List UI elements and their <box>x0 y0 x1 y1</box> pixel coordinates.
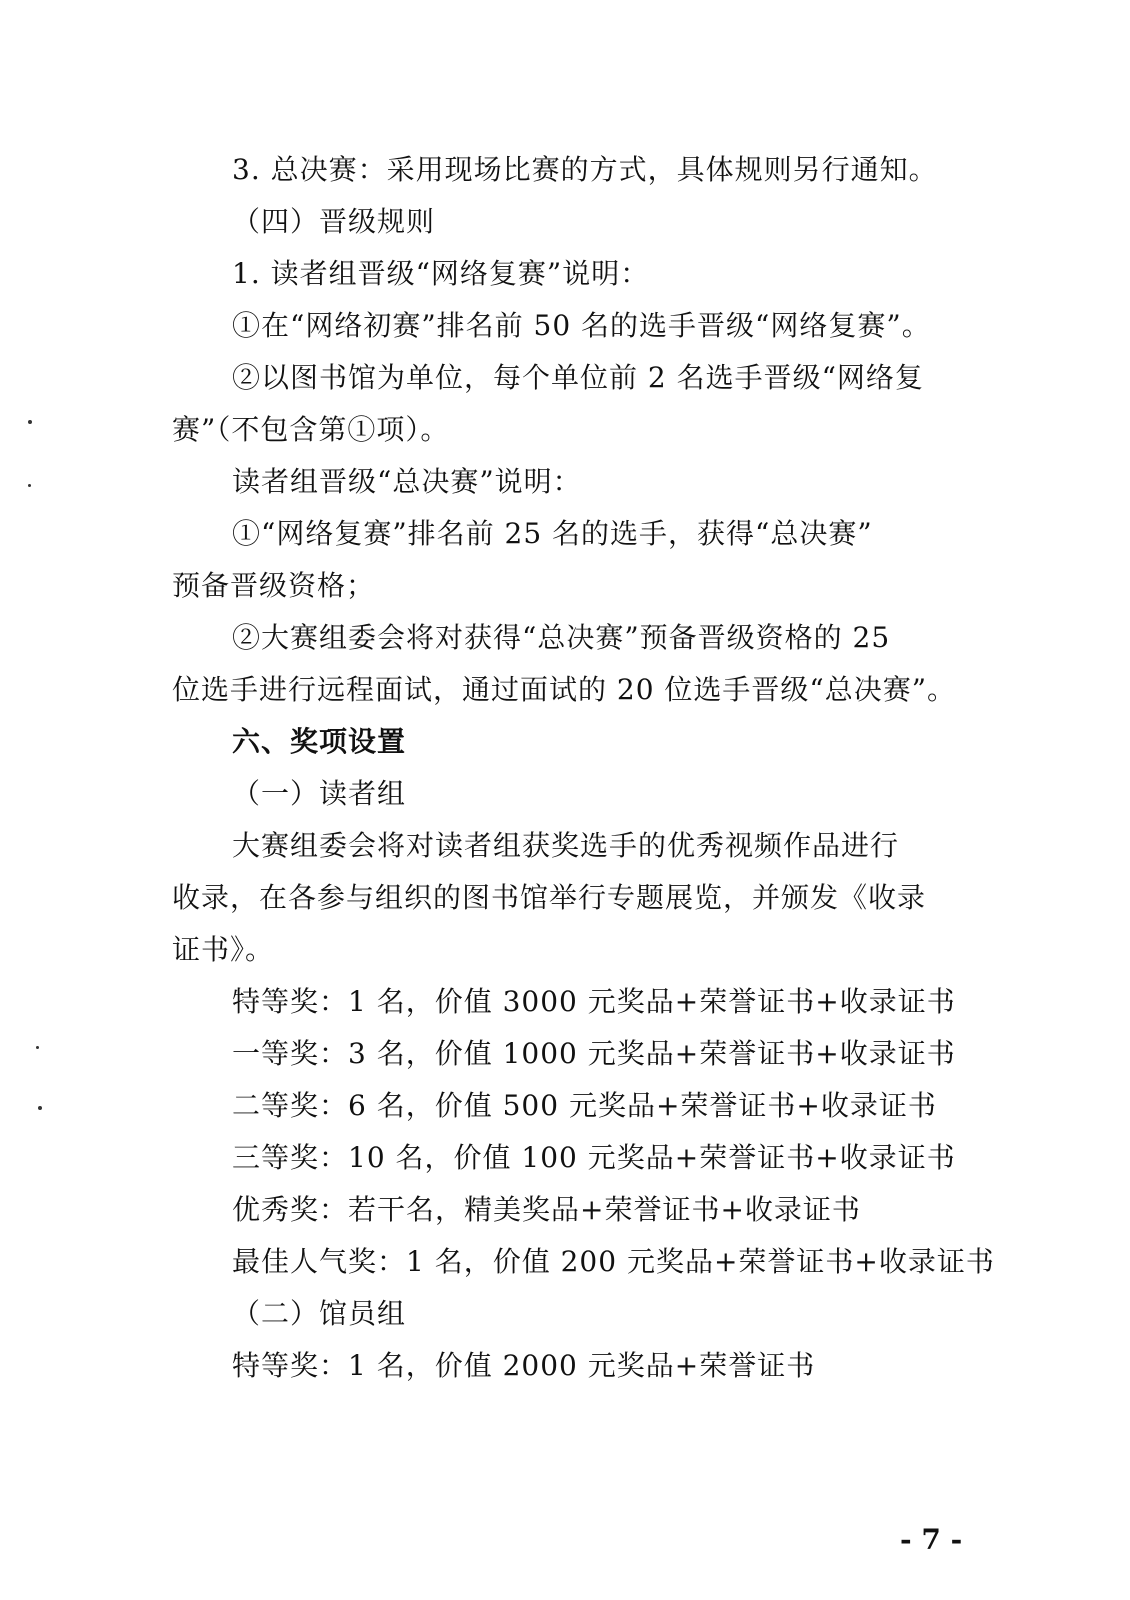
text-line: ①在“网络初赛”排名前 50 名的选手晋级“网络复赛”。 <box>232 309 931 342</box>
chapter-heading: 六、奖项设置 <box>232 725 407 758</box>
text-line: 1. 读者组晋级“网络复赛”说明： <box>232 257 650 290</box>
award-line: 优秀奖：若干名，精美奖品+荣誉证书+收录证书 <box>232 1193 861 1226</box>
text-line: ②以图书馆为单位，每个单位前 2 名选手晋级“网络复 <box>232 361 924 394</box>
section-heading: （二）馆员组 <box>232 1297 407 1330</box>
text-line: 预备晋级资格； <box>172 569 376 602</box>
scan-speck <box>36 1046 39 1049</box>
text-line: 证书》。 <box>172 933 275 966</box>
section-heading: （一）读者组 <box>232 777 407 810</box>
award-line: 一等奖：3 名，价值 1000 元奖品+荣誉证书+收录证书 <box>232 1037 956 1070</box>
text-line: ①“网络复赛”排名前 25 名的选手，获得“总决赛” <box>232 517 873 550</box>
award-line: 特等奖：1 名，价值 3000 元奖品+荣誉证书+收录证书 <box>232 985 956 1018</box>
award-line: 二等奖：6 名，价值 500 元奖品+荣誉证书+收录证书 <box>232 1089 937 1122</box>
award-line: 特等奖：1 名，价值 2000 元奖品+荣誉证书 <box>232 1349 816 1382</box>
text-line: 读者组晋级“总决赛”说明： <box>232 465 582 498</box>
section-heading: （四）晋级规则 <box>232 205 436 238</box>
award-line: 三等奖：10 名，价值 100 元奖品+荣誉证书+收录证书 <box>232 1141 956 1174</box>
text-line: 赛”（不包含第①项）。 <box>172 413 450 446</box>
text-line: 3. 总决赛：采用现场比赛的方式，具体规则另行通知。 <box>232 153 938 186</box>
text-line: 收录，在各参与组织的图书馆举行专题展览，并颁发《收录 <box>172 881 927 914</box>
scan-speck <box>28 420 32 424</box>
award-line: 最佳人气奖：1 名，价值 200 元奖品+荣誉证书+收录证书 <box>232 1245 995 1278</box>
text-line: ②大赛组委会将对获得“总决赛”预备晋级资格的 25 <box>232 621 891 654</box>
scan-speck <box>38 1106 42 1110</box>
scan-speck <box>28 484 31 487</box>
page-number: - 7 - <box>900 1523 963 1556</box>
text-line: 位选手进行远程面试，通过面试的 20 位选手晋级“总决赛”。 <box>172 673 957 706</box>
text-line: 大赛组委会将对读者组获奖选手的优秀视频作品进行 <box>232 829 900 862</box>
